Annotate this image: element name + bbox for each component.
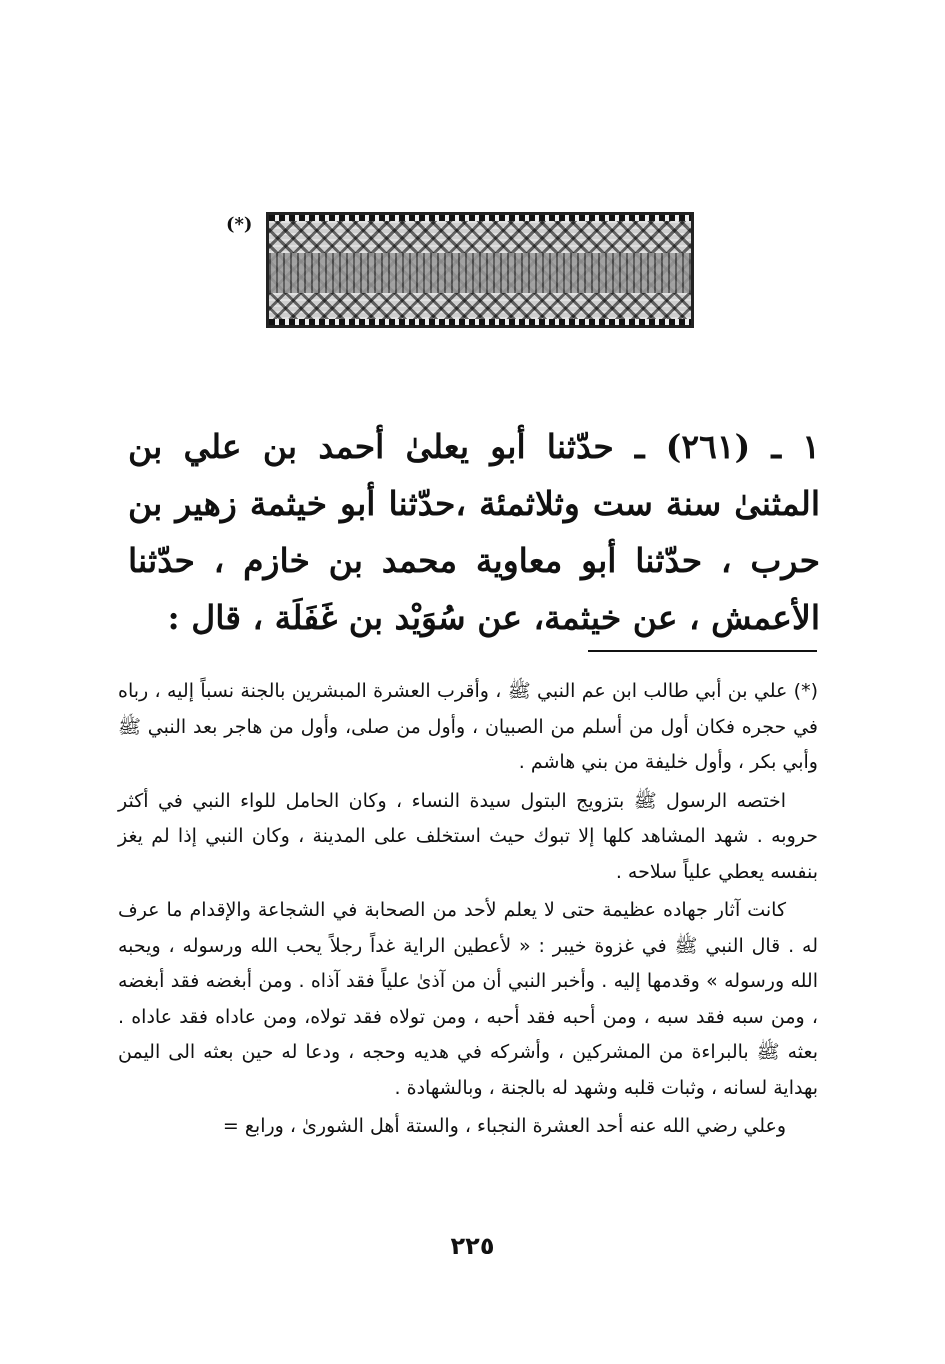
hadith-text: ١ ـ (٢٦١) ـ حدّثنا أبو يعلىٰ أحمد بن علي بن المثنىٰ سنة ست وثلاثمئة ،حدّثنا أبو خيثمة زهير بن حرب ، حدّثنا أبو معاوية محمد بن خازم ، حدّثنا الأعمش ، عن خيثمة، عن سُوَيْد بن غَفَلَة ، قال : — [128, 427, 820, 637]
page-number: ٢٢٥ — [450, 1232, 495, 1260]
ornament-border-top — [269, 215, 691, 221]
header-footnote-marker: (*) — [226, 214, 253, 235]
ornament-border-bottom — [269, 319, 691, 325]
footnote-paragraph: (*) علي بن أبي طالب ابن عم النبي ﷺ ، وأقرب العشرة المبشرين بالجنة نسباً إليه ، رباه في حجره فكان أول من أسلم من الصبيان ، وأول من صلى، وأول من هاجر بعد النبي ﷺ وأبي بكر ، وأول خليفة من بني هاشم . — [118, 680, 818, 773]
footnote-separator — [588, 650, 817, 652]
footnote-paragraph: كانت آثار جهاده عظيمة حتى لا يعلم لأحد من الصحابة في الشجاعة والإقدام ما عرف له . قال النبي ﷺ في غزوة خيبر : « لأعطين الراية غداً رجلاً يحب الله ورسوله ، ويحبه الله ورسوله » وقدمها إليه . وأخبر النبي أن من آذىٰ علياً فقد آذاه . ومن أبغضه فقد أبغضه ، ومن سبه فقد سبه ، ومن أحبه فقد أحبه ، ومن تولاه فقد تولاه، ومن عاداه فقد عاداه . بعثه ﷺ بالبراءة من المشركين ، وأشركه في هديه وحجه ، ودعا له حين بعثه الى اليمن بهداية لسانه ، وثبات قلبه وشهد له بالجنة ، وبالشهادة . — [118, 899, 818, 1099]
footnotes — [118, 674, 818, 1145]
decorative-header-ornament — [266, 212, 694, 328]
ornament-calligraphy-band — [269, 253, 691, 293]
footnote-paragraph: اختصه الرسول ﷺ بتزويج البتول سيدة النساء ، وكان الحامل للواء النبي في أكثر حروبه . شهد المشاهد كلها إلا تبوك حيث استخلف على المدينة ، وكان النبي إذا لم يغز بنفسه يعطي علياً سلاحه . — [118, 789, 818, 883]
footnote-paragraph: وعلي رضي الله عنه أحد العشرة النجباء ، والستة أهل الشورىٰ ، ورابع = — [222, 1115, 786, 1137]
